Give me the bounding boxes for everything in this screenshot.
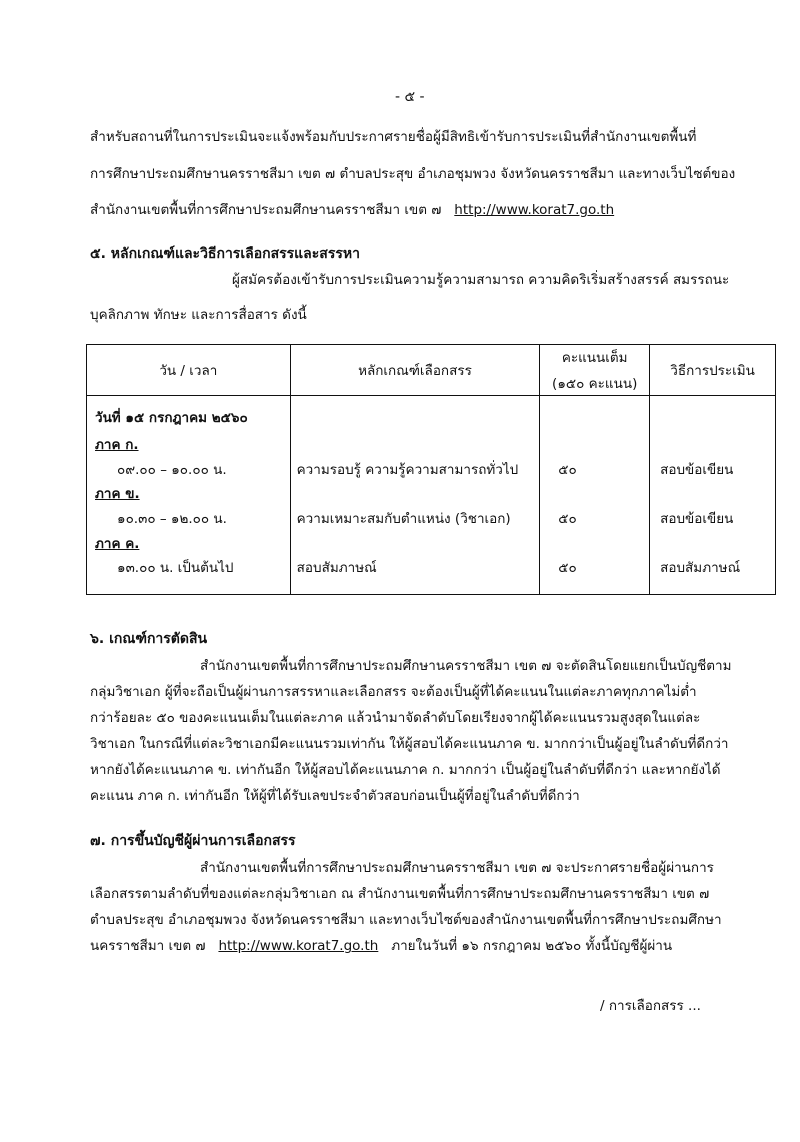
- section-7-heading: ๗. การขึ้นบัญชีผู้ผ่านการเลือกสรร: [90, 833, 296, 849]
- intro-line-3: [90, 198, 614, 220]
- header-date-time: วัน / เวลา: [87, 345, 291, 396]
- cell-criteria: [290, 396, 540, 595]
- section-5-heading: ๕. หลักเกณฑ์และวิธีการเลือกสรรและสรรหา: [90, 246, 360, 262]
- part-b-method: สอบข้อเขียน: [660, 511, 734, 527]
- part-c-method: สอบสัมภาษณ์: [660, 560, 741, 576]
- cell-method: [650, 396, 776, 595]
- section-6-line-3: กว่าร้อยละ ๕๐ ของคะแนนเต็มในแต่ละภาค แล้วนำมาจัดลำดับโดยเรียงจากผู้ได้คะแนนรวมสูงสุดในแต่ละ: [90, 710, 701, 726]
- section-6-line-5: หากยังได้คะแนนภาค ข. เท่ากันอีก ให้ผู้สอบได้คะแนนภาค ก. มากกว่า เป็นผู้อยู่ในลำดับที่ดีกว่า และหากยังได้: [90, 762, 721, 778]
- section-7-line-1: สำนักงานเขตพื้นที่การศึกษาประถมศึกษานครราชสีมา เขต ๗ จะประกาศรายชื่อผู้ผ่านการ: [200, 860, 714, 876]
- section-7-line-4: [90, 934, 672, 956]
- intro-website-link[interactable]: http://www.korat7.go.th: [454, 202, 615, 218]
- part-b-score: ๕๐: [558, 511, 577, 527]
- section-7-website-link[interactable]: http://www.korat7.go.th: [218, 938, 379, 954]
- section-6-line-6: คะแนน ภาค ก. เท่ากันอีก ให้ผู้ที่ได้รับเลขประจำตัวสอบก่อนเป็นผู้ที่อยู่ในลำดับที่ดีกว่า: [90, 788, 580, 804]
- section-6-line-4: วิชาเอก ในกรณีที่แต่ละวิชาเอกมีคะแนนรวมเท่ากัน ให้ผู้สอบได้คะแนนภาค ข. มากกว่าเป็นผู้อยู่ในลำดับที่ดีกว่า: [90, 736, 729, 752]
- header-criteria: หลักเกณฑ์เลือกสรร: [290, 345, 540, 396]
- cell-score: [540, 396, 650, 595]
- section-7-line-3: ตำบลประสุข อำเภอชุมพวง จังหวัดนครราชสีมา และทางเว็บไซต์ของสำนักงานเขตพื้นที่การศึกษาประถมศึกษา: [90, 912, 722, 928]
- intro-line-2: การศึกษาประถมศึกษานครราชสีมา เขต ๗ ตำบลประสุข อำเภอชุมพวง จังหวัดนครราชสีมา และทางเว็บไซต์ของ: [90, 166, 736, 182]
- table-body-row: [87, 396, 776, 595]
- section-6-heading: ๖. เกณฑ์การตัดสิน: [90, 631, 208, 647]
- exam-date: วันที่ ๑๕ กรกฎาคม ๒๕๖๐: [95, 410, 248, 426]
- section-5-line-2: บุคลิกภาพ ทักษะ และการสื่อสาร ดังนี้: [90, 307, 307, 323]
- intro-line-3-text: สำนักงานเขตพื้นที่การศึกษาประถมศึกษานครราชสีมา เขต ๗: [90, 202, 442, 218]
- part-a-score: ๕๐: [558, 462, 577, 478]
- part-a-label: ภาค ก.: [95, 437, 139, 453]
- part-a-method: สอบข้อเขียน: [660, 462, 734, 478]
- page-number: - ๕ -: [395, 89, 425, 105]
- part-c-time: ๑๓.๐๐ น. เป็นต้นไป: [117, 560, 234, 576]
- header-method: วิธีการประเมิน: [650, 345, 776, 396]
- continuation-marker: / การเลือกสรร ...: [600, 998, 701, 1014]
- cell-date-time: [87, 396, 291, 595]
- header-full-score-line-2: (๑๕๐ คะแนน): [552, 376, 638, 392]
- header-full-score: [540, 345, 650, 396]
- part-c-criteria: สอบสัมภาษณ์: [296, 560, 377, 576]
- section-6-line-2: กลุ่มวิชาเอก ผู้ที่จะถือเป็นผู้ผ่านการสรรหาและเลือกสรร จะต้องเป็นผู้ที่ได้คะแนนในแต่ละภาคทุกภาคไม่ต่ำ: [90, 684, 697, 700]
- intro-line-1: สำหรับสถานที่ในการประเมินจะแจ้งพร้อมกับประกาศรายชื่อผู้มีสิทธิเข้ารับการประเมินที่สำนักงานเขตพื้นที่: [90, 129, 697, 145]
- section-7-line-4-start: นครราชสีมา เขต ๗: [90, 938, 206, 954]
- part-a-criteria: ความรอบรู้ ความรู้ความสามารถทั่วไป: [296, 462, 519, 478]
- section-5-line-1: ผู้สมัครต้องเข้ารับการประเมินความรู้ความสามารถ ความคิดริเริ่มสร้างสรรค์ สมรรถนะ: [232, 272, 730, 288]
- criteria-table: [86, 344, 776, 595]
- section-6-line-1: สำนักงานเขตพื้นที่การศึกษาประถมศึกษานครราชสีมา เขต ๗ จะตัดสินโดยแยกเป็นบัญชีตาม: [200, 658, 732, 674]
- part-b-criteria: ความเหมาะสมกับตำแหน่ง (วิชาเอก): [296, 511, 511, 527]
- part-b-label: ภาค ข.: [95, 486, 140, 502]
- section-7-line-2: เลือกสรรตามลำดับที่ของแต่ละกลุ่มวิชาเอก ณ สำนักงานเขตพื้นที่การศึกษาประถมศึกษานครราชสีมา เขต ๗: [90, 886, 710, 902]
- header-full-score-line-1: คะแนนเต็ม: [561, 350, 628, 366]
- part-c-label: ภาค ค.: [95, 536, 140, 552]
- table-header-row: [87, 345, 776, 396]
- part-c-score: ๕๐: [558, 560, 577, 576]
- part-b-time: ๑๐.๓๐ – ๑๒.๐๐ น.: [117, 511, 227, 527]
- section-7-line-4-end: ภายในวันที่ ๑๖ กรกฎาคม ๒๕๖๐ ทั้งนี้บัญชีผู้ผ่าน: [391, 938, 673, 954]
- part-a-time: ๐๙.๐๐ – ๑๐.๐๐ น.: [117, 462, 227, 478]
